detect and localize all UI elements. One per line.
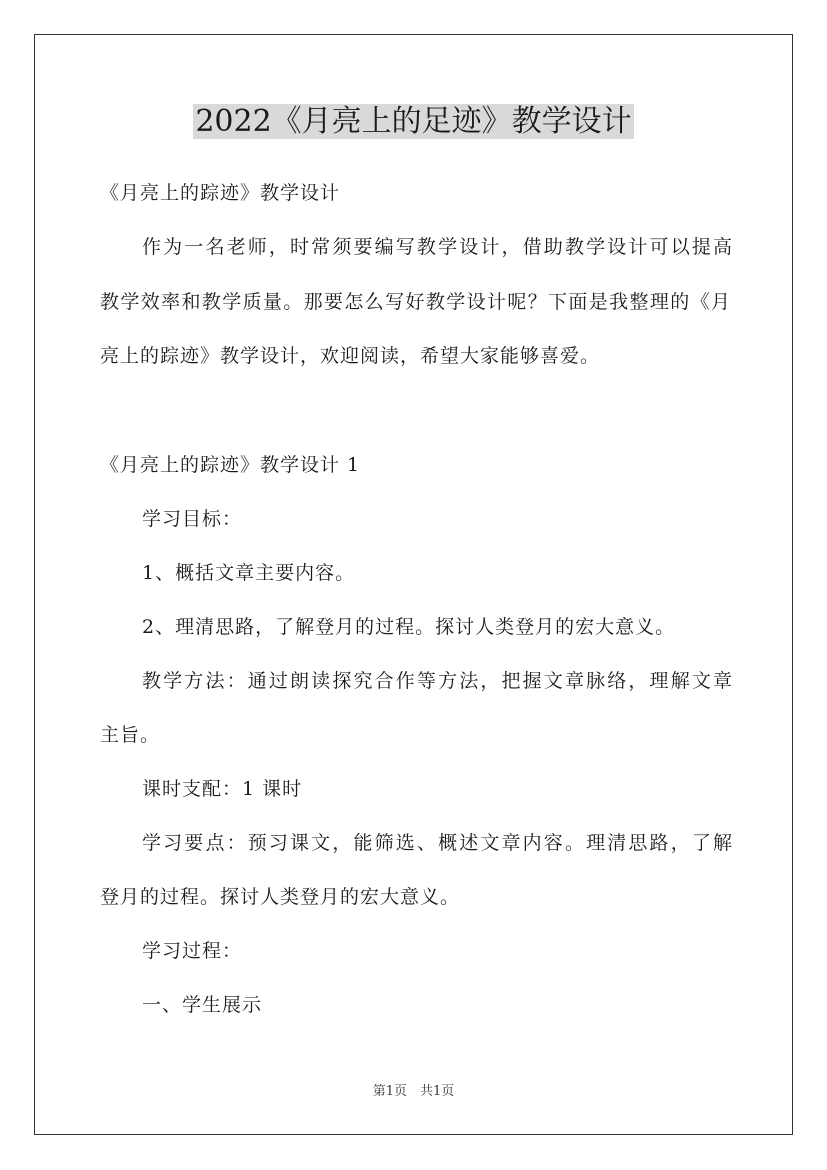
process-label: 学习过程： [142, 940, 243, 962]
document-title-text: 2022《月亮上的足迹》教学设计 [195, 104, 632, 139]
section-heading: 《月亮上的踪迹》教学设计 1 [100, 454, 361, 476]
page-footer: 第1页 共1页 [372, 1084, 455, 1099]
objective-2: 2、理清思路，了解登月的过程。探讨人类登月的宏大意义。 [142, 616, 676, 638]
subtitle: 《月亮上的踪迹》教学设计 [100, 182, 341, 204]
objectives-label: 学习目标： [142, 508, 243, 530]
document-title [0, 100, 827, 144]
objective-1: 1、概括文章主要内容。 [142, 562, 356, 584]
step-1: 一、学生展示 [142, 994, 263, 1016]
intro-line-2: 教学效率和教学质量。那要怎么写好教学设计呢？下面是我整理的《月 [100, 291, 730, 313]
keypoints-line-2: 登月的过程。探讨人类登月的宏大意义。 [100, 886, 461, 908]
method-line-2: 主旨。 [100, 724, 161, 746]
schedule: 课时支配：1 课时 [142, 778, 303, 800]
keypoints-line-1: 学习要点：预习课文，能筛选、概述文章内容。理清思路，了解 [142, 832, 732, 854]
method-line-1: 教学方法：通过朗读探究合作等方法，把握文章脉络，理解文章 [142, 670, 732, 692]
intro-line-3: 亮上的踪迹》教学设计，欢迎阅读，希望大家能够喜爱。 [100, 345, 601, 367]
intro-line-1: 作为一名老师，时常须要编写教学设计，借助教学设计可以提高 [142, 236, 732, 258]
